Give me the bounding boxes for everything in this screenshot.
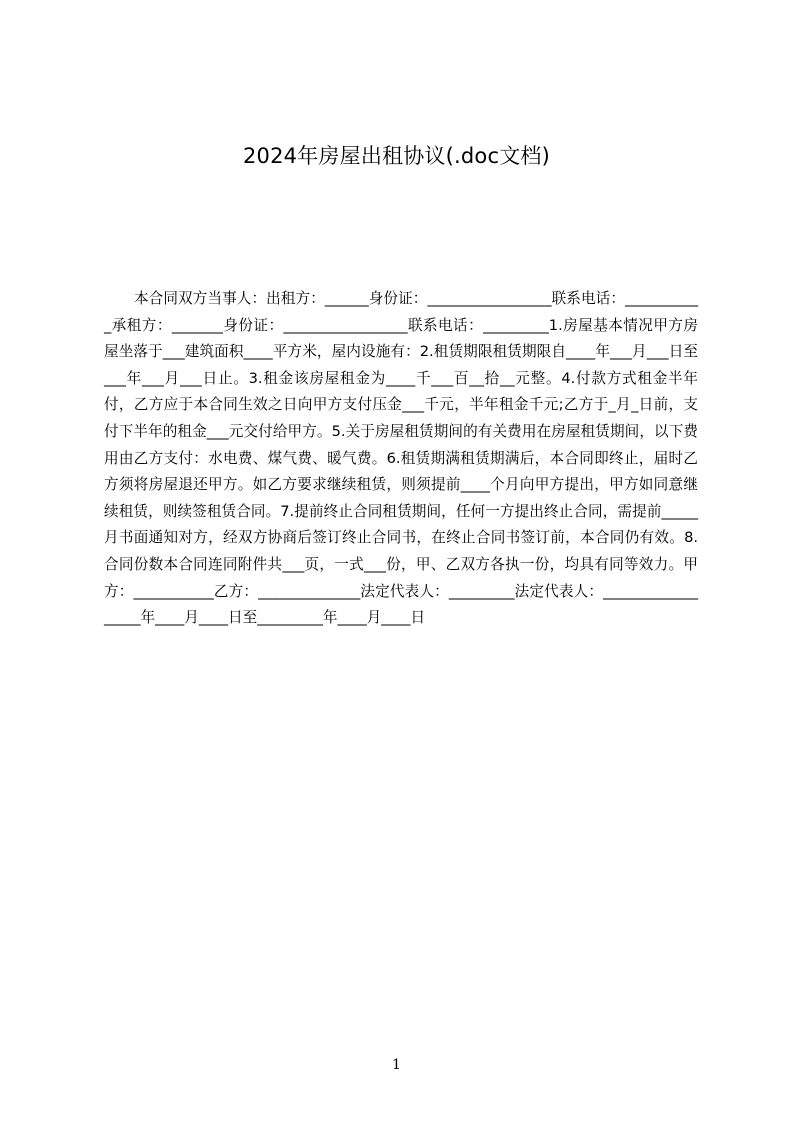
page-number: 1 xyxy=(392,1057,401,1073)
document-title: 2024年房屋出租协议(.doc文档) xyxy=(242,144,551,168)
document-body-paragraph: 本合同双方当事人：出租方：______身份证：_________________联系电话：___________承租方：_______身份证：_________________联系电话：_________1.房屋基本情况甲方房屋坐落于___建筑面积____平方米，屋内设施有：2.租赁期限租赁期限自____年___月___日至___年___月___日止。3.租金该房屋租金为____千___百__拾__元整。4.付款方式租金半年付，乙方应于本合同生效之日向甲方支付压金___千元，半年租金千元;乙方于_月_日前，支付下半年的租金___元交付给甲方。5.关于房屋租赁期间的有关费用在房屋租赁期间，以下费用由乙方支付：水电费、煤气费、暖气费。6.租赁期满租赁期满后，本合同即终止，届时乙方须将房屋退还甲方。如乙方要求继续租赁，则须提前____个月向甲方提出，甲方如同意继续租赁，则续签租赁合同。7.提前终止合同租赁期间，任何一方提出终止合同，需提前_____月书面通知对方，经双方协商后签订终止合同书，在终止合同书签订前，本合同仍有效。8.合同份数本合同连同附件共___页，一式___份，甲、乙双方各执一份，均具有同等效力。甲方：___________乙方：______________法定代表人：_________法定代表人：__________________年____月____日至_________年____月____日 xyxy=(104,290,698,627)
